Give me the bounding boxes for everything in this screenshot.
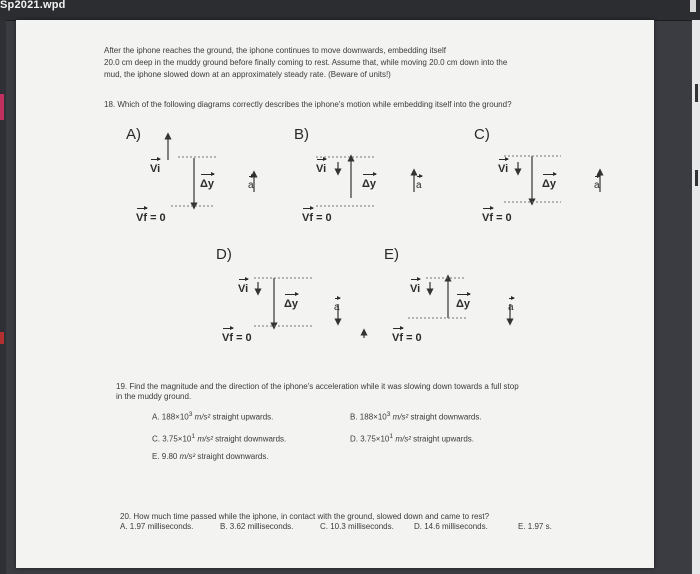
q20-option-e: E. 1.97 s. [518,522,552,531]
q19-option-e: E. 9.80 m/s² straight downwards. [152,452,269,461]
intro-line: 20.0 cm deep in the muddy ground before finally coming to rest. Assume that, while moving 20.0 cm down into the [104,58,508,67]
a-label: a [594,180,600,191]
question-18-prompt: 18. Which of the following diagrams correctly describes the iphone's motion while embedding itself into the ground? [104,100,512,109]
dy-label: Δy [542,178,557,190]
title-bar [0,0,700,21]
vi-label: Vi [410,283,421,295]
vf-label: Vf = 0 [392,332,422,344]
q19-option-b: B. $188\times 10^3$ m/s² straight downwards. [350,411,482,422]
question-19-prompt: in the muddy ground. [116,392,192,401]
option-a-label: A) [126,126,141,143]
document-filename: Sp2021.wpd [0,0,66,11]
vi-label: Vi [150,163,161,175]
vf-label: Vf = 0 [136,212,166,224]
motion-diagrams [16,20,654,568]
vi-label: Vi [498,163,509,175]
q20-option-b: B. 3.62 milliseconds. [220,522,294,531]
left-marker-red [0,332,4,344]
vi-label: Vi [316,163,327,175]
q20-option-c: C. 10.3 milliseconds. [320,522,394,531]
q19-option-d: D. $3.75\times 10^1$ m/s² straight upwards. [350,433,475,444]
a-label: a [248,180,254,191]
vi-label: Vi [238,283,249,295]
window-control-icon[interactable] [690,0,696,12]
intro-line: After the iphone reaches the ground, the iphone continues to move downwards, embedding itself [104,46,446,55]
option-b-label: B) [294,126,309,143]
dy-label: Δy [284,298,299,310]
vf-label: Vf = 0 [222,332,252,344]
option-d-label: D) [216,246,232,263]
dy-label: Δy [456,298,471,310]
a-label: a [334,302,340,313]
q20-option-a: A. 1.97 milliseconds. [120,522,194,531]
right-marker [695,84,698,102]
a-label: a [508,302,514,313]
q20-option-d: D. 14.6 milliseconds. [414,522,488,531]
dy-label: Δy [200,178,215,190]
question-19-prompt: 19. Find the magnitude and the direction of the iphone's acceleration while it was slowing down towards a full stop [116,382,519,391]
document-page [16,20,654,568]
a-label: a [416,180,422,191]
option-c-label: C) [474,126,490,143]
right-marker [695,170,698,186]
option-e-label: E) [384,246,399,263]
intro-line: mud, the iphone slowed down at an approximately steady rate. (Beware of units!) [104,70,391,79]
vf-label: Vf = 0 [302,212,332,224]
q19-option-a: A. $188\times 10^3$ m/s² straight upwards. [152,411,274,422]
vf-label: Vf = 0 [482,212,512,224]
q19-option-c: C. $3.75\times 10^1$ m/s² straight downwards. [152,433,287,444]
right-scrollbar[interactable] [692,20,700,574]
question-20-prompt: 20. How much time passed while the iphone, in contact with the ground, slowed down and came to rest? [120,512,490,521]
left-marker-magenta [0,94,4,120]
dy-label: Δy [362,178,377,190]
